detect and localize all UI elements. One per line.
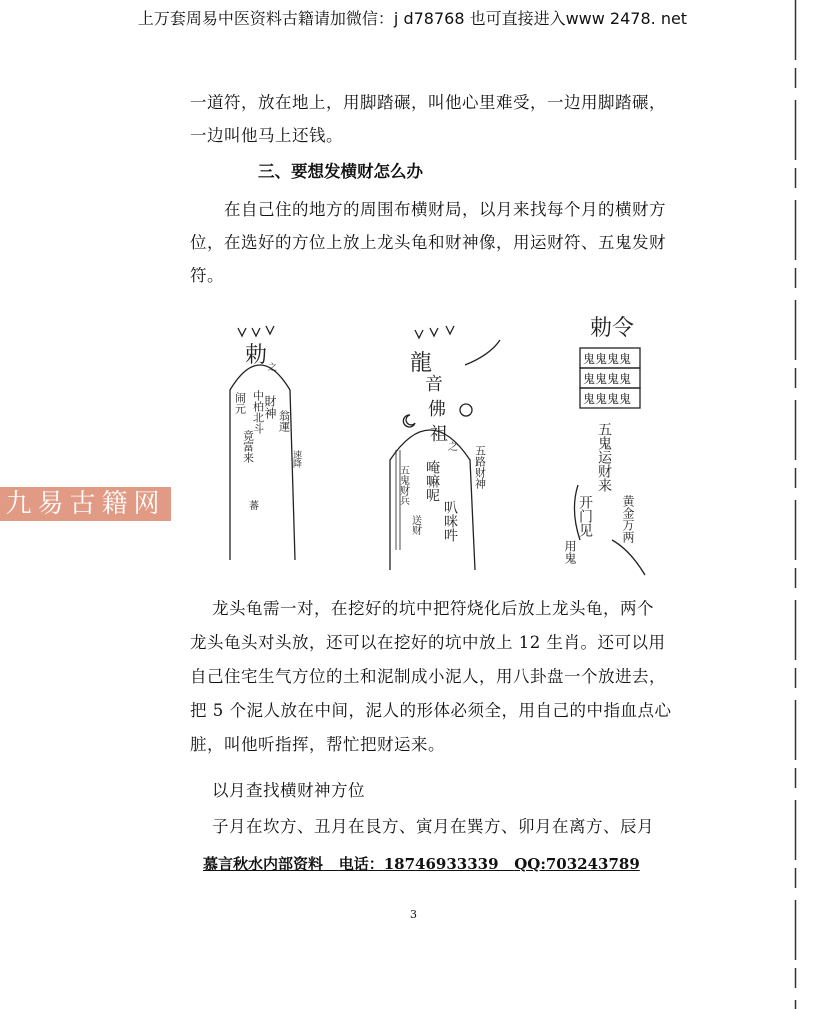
- page-number: 3: [410, 908, 417, 921]
- footer-phone-label: 电话：: [338, 855, 384, 873]
- footer-qq-label: QQ:: [514, 855, 546, 873]
- scan-edge-line: [794, 0, 797, 1009]
- talisman-3-col4: 用鬼: [563, 540, 577, 564]
- talisman-2-col3: 祖: [430, 424, 448, 445]
- paragraph-1-line-2: 一边叫他马上还钱。: [190, 126, 343, 145]
- talisman-3-top: 勅令: [590, 316, 635, 341]
- talisman-3-box-1-text: 鬼鬼鬼鬼: [583, 352, 632, 366]
- header-banner: 上万套周易中医资料古籍请加微信：j d78768 也可直接进入www 2478. net: [137, 9, 688, 28]
- talisman-2-col1: 音: [425, 374, 443, 395]
- talisman-1-col7: 蕃: [246, 500, 258, 510]
- paragraph-1-line-1: 一道符，放在地上，用脚踏碾，叫他心里难受，一边用脚踏碾，: [190, 93, 666, 112]
- talisman-2-swirl: [465, 340, 500, 365]
- paragraph-3-line-5: 脏，叫他听指挥，帮忙把财运来。: [190, 735, 445, 754]
- paragraph-2-line-1: 在自己住的地方的周围布横财局，以月来找每个月的横财方: [224, 200, 666, 219]
- talisman-1-col4: 速降: [291, 450, 301, 468]
- paragraph-3-line-1: 龙头龟需一对，在挖好的坑中把符烧化后放上龙头龟，两个: [212, 599, 654, 618]
- talisman-1-top: 勅: [245, 343, 268, 368]
- talisman-2-col2: 佛: [428, 399, 446, 420]
- talisman-3-col1: 五鬼运财来: [596, 422, 612, 492]
- paragraph-2-line-3: 符。: [190, 266, 224, 285]
- talisman-2-col8: 五路财神: [473, 445, 487, 489]
- paragraph-4: 以月查找横财神方位: [212, 781, 365, 800]
- talisman-2-col9: 送财: [409, 515, 421, 535]
- watermark-badge: 九易古籍网: [0, 487, 171, 521]
- talisman-3-col3: 开门见: [577, 495, 593, 537]
- talisman-2-top: 龍: [410, 351, 433, 376]
- talisman-illustrations: [200, 300, 680, 590]
- footer-qq: 703243789: [545, 855, 640, 873]
- talisman-1-ticks: [238, 326, 274, 336]
- talisman-2-col5: 唵嘛呢: [424, 460, 440, 502]
- footer-phone: 18746933339: [383, 855, 499, 873]
- talisman-2-moon: [403, 415, 415, 427]
- talisman-1-col2: 財神: [263, 395, 277, 419]
- talisman-2-col6: 叭咪吽: [442, 500, 458, 542]
- talisman-1-col1: 中柏北斗: [251, 390, 265, 434]
- talisman-1-col6: 竟富来: [241, 430, 255, 463]
- paragraph-3-line-2: 龙头龟头对头放，还可以在挖好的坑中放上 12 生肖。还可以用: [190, 633, 666, 652]
- paragraph-3-line-4: 把 5 个泥人放在中间，泥人的形体必须全，用自己的中指血点心: [190, 701, 672, 720]
- paragraph-2-line-2: 位，在选好的方位上放上龙头龟和财神像，用运财符、五鬼发财: [190, 233, 666, 252]
- footer-label: 慕言秋水内部资料: [203, 855, 324, 873]
- paragraph-3-line-3: 自己住宅生气方位的土和泥制成小泥人，用八卦盘一个放进去，: [190, 667, 666, 686]
- talisman-1-col3: 翁運: [277, 410, 291, 432]
- talisman-2-col7: 五鬼财兵: [397, 465, 409, 505]
- footer-contact: [203, 853, 640, 874]
- paragraph-5: 子月在坎方、丑月在艮方、寅月在巽方、卯月在离方、辰月: [212, 817, 654, 836]
- talisman-2-sun: [460, 404, 472, 416]
- section-heading: 三、要想发横财怎么办: [258, 162, 423, 181]
- talisman-1-col5: 闹元: [233, 392, 247, 414]
- talisman-2-col4: 之: [448, 442, 458, 453]
- talisman-3-box-2-text: 鬼鬼鬼鬼: [583, 372, 632, 386]
- talisman-3-col2: 黄金万两: [621, 495, 635, 543]
- talisman-1-top-small: 之: [268, 363, 278, 373]
- talisman-3-box-3-text: 鬼鬼鬼鬼: [583, 392, 632, 406]
- talisman-2-ticks: [415, 326, 454, 338]
